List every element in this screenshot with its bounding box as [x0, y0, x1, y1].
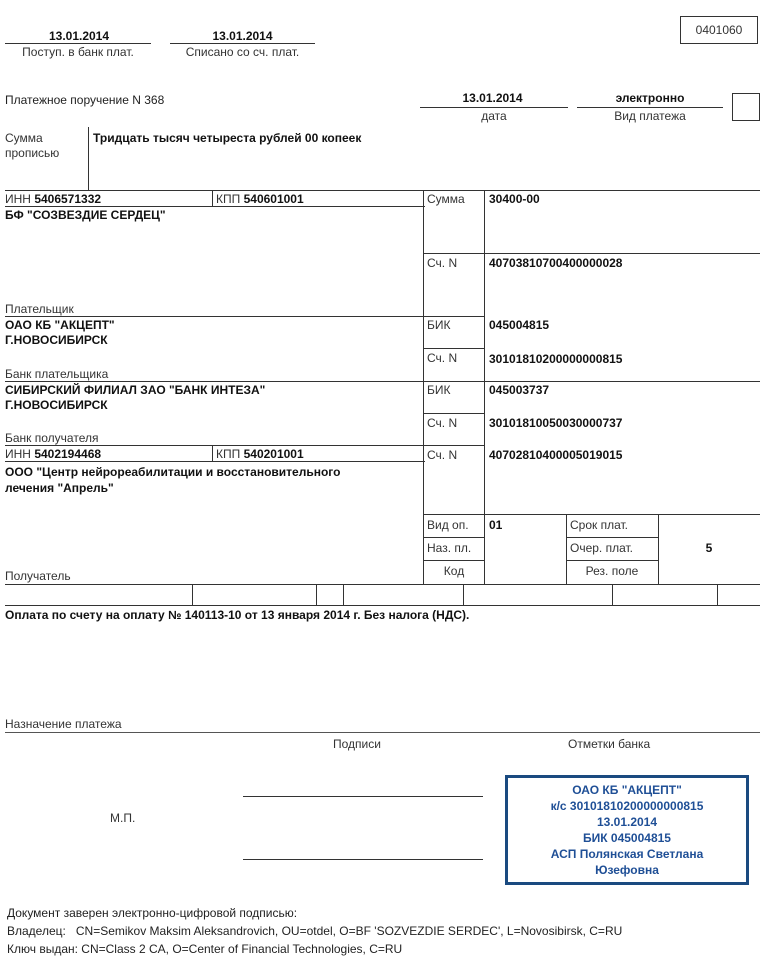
amount-value: 30400-00	[489, 192, 540, 206]
payee-inn	[5, 447, 101, 461]
order-date-line	[420, 107, 568, 108]
payer-bank-name-1: ОАО КБ "АКЦЕПТ"	[5, 318, 115, 332]
grid-line	[192, 584, 193, 605]
certificate-owner	[7, 924, 622, 938]
stamp-line: АСП Полянская Светлана	[550, 847, 704, 861]
grid-line	[423, 413, 485, 414]
payer-bank-account-value: 30101810200000000815	[489, 352, 623, 366]
payer-label: Плательщик	[5, 302, 74, 316]
payee-kpp-value: 540201001	[243, 447, 304, 461]
debited-date-label: Списано со сч. плат.	[185, 45, 300, 59]
payer-kpp-value: 540601001	[243, 192, 304, 206]
payment-type-box	[732, 93, 760, 121]
payee-name-1: ООО "Центр нейрореабилитации и восстановительного	[5, 465, 341, 479]
grid-line	[484, 190, 485, 584]
payee-bank-bik-value: 045003737	[489, 383, 550, 397]
grid-line	[5, 206, 425, 207]
issuer-value: CN=Class 2 CA, O=Center of Financial Technologies, C=RU	[81, 942, 403, 956]
order-date: 13.01.2014	[462, 91, 523, 105]
payee-inn-value: 5402194468	[34, 447, 102, 461]
received-date-line	[5, 43, 151, 44]
payment-type-line	[577, 107, 723, 108]
grid-line	[423, 514, 760, 515]
payee-name-2: лечения "Апрель"	[5, 481, 114, 495]
debited-date: 13.01.2014	[212, 29, 273, 43]
form-code-box: 0401060	[680, 16, 758, 44]
payee-bank-name-2: Г.НОВОСИБИРСК	[5, 398, 108, 412]
payee-account-label: Сч. N	[427, 448, 458, 462]
certificate-issuer	[7, 942, 402, 956]
payer-bank-bik-label: БИК	[427, 318, 451, 332]
payee-bank-name-1: СИБИРСКИЙ ФИЛИАЛ ЗАО "БАНК ИНТЕЗА"	[5, 383, 266, 397]
bank-stamp	[505, 775, 749, 885]
stamp-line: Юзефовна	[595, 863, 659, 877]
code-label: Код	[443, 564, 465, 578]
grid-line	[423, 537, 485, 538]
order-date-label: дата	[481, 109, 507, 123]
grid-line	[423, 190, 424, 584]
payer-inn	[5, 192, 101, 206]
op-type-value: 01	[489, 518, 503, 532]
bank-marks-label: Отметки банка	[568, 737, 651, 751]
grid-line	[612, 584, 613, 605]
grid-line	[5, 584, 760, 585]
payer-inn-label: ИНН	[5, 192, 31, 206]
grid-line	[423, 560, 485, 561]
purpose-text: Оплата по счету на оплату № 140113-10 от 13 января 2014 г. Без налога (НДС).	[5, 608, 470, 622]
grid-line	[5, 190, 760, 191]
grid-line	[423, 253, 760, 254]
payer-inn-value: 5406571332	[34, 192, 102, 206]
grid-line	[212, 445, 213, 461]
grid-line	[566, 560, 658, 561]
debited-date-line	[170, 43, 315, 44]
payee-kpp	[216, 447, 304, 461]
grid-line	[5, 605, 760, 606]
amount-label: Сумма	[427, 192, 465, 206]
purpose-code-label: Наз. пл.	[427, 541, 472, 555]
received-date: 13.01.2014	[48, 29, 110, 43]
grid-line	[5, 445, 485, 446]
payer-kpp-label: КПП	[216, 192, 241, 206]
grid-line	[423, 348, 485, 349]
reserve-label: Рез. поле	[585, 564, 639, 578]
payer-account-label: Сч. N	[427, 256, 458, 270]
stamp-line: к/с 30101810200000000815	[550, 799, 704, 813]
grid-line	[343, 584, 344, 605]
payer-bank-name-2: Г.НОВОСИБИРСК	[5, 333, 108, 347]
seal-label: М.П.	[110, 811, 136, 825]
purpose-line	[5, 732, 760, 733]
payee-bank-account-label: Сч. N	[427, 416, 458, 430]
amount-words-value: Тридцать тысяч четыреста рублей 00 копеек	[93, 131, 362, 145]
payer-account-value: 40703810700400000028	[489, 256, 623, 270]
payer-bank-label: Банк плательщика	[5, 367, 109, 381]
payer-bank-account-label: Сч. N	[427, 351, 458, 365]
payment-type: электронно	[615, 91, 685, 105]
priority-value: 5	[705, 541, 713, 555]
stamp-line: БИК 045004815	[583, 831, 671, 845]
grid-line	[5, 381, 760, 382]
priority-label: Очер. плат.	[570, 541, 634, 555]
grid-line	[5, 461, 425, 462]
stamp-line: 13.01.2014	[596, 815, 658, 829]
payee-bank-label: Банк получателя	[5, 431, 99, 445]
amount-words-divider	[88, 127, 89, 190]
received-date-label: Поступ. в банк плат.	[22, 45, 134, 59]
payee-kpp-label: КПП	[216, 447, 241, 461]
grid-line	[5, 316, 485, 317]
grid-line	[316, 584, 317, 605]
payee-bank-account-value: 30101810050030000737	[489, 416, 623, 430]
owner-value: CN=Semikov Maksim Aleksandrovich, OU=otdel, O=BF 'SOZVEZDIE SERDEC', L=Novosibirsk, C=RU	[75, 924, 623, 938]
amount-words-label-1: Сумма	[5, 131, 43, 145]
grid-line	[566, 537, 658, 538]
payee-account-value: 40702810400005019015	[489, 448, 623, 462]
payee-inn-label: ИНН	[5, 447, 31, 461]
owner-label: Владелец:	[7, 924, 66, 938]
payee-bank-bik-label: БИК	[427, 383, 451, 397]
order-title: Платежное поручение N 368	[5, 93, 165, 107]
op-type-label: Вид оп.	[427, 518, 469, 532]
stamp-line: ОАО КБ "АКЦЕПТ"	[572, 783, 682, 797]
payment-type-label: Вид платежа	[614, 109, 686, 123]
term-label: Срок плат.	[570, 518, 629, 532]
payer-kpp	[216, 192, 304, 206]
purpose-label: Назначение платежа	[5, 717, 122, 731]
grid-line	[212, 190, 213, 206]
payee-label: Получатель	[5, 569, 71, 583]
payer-name: БФ "СОЗВЕЗДИЕ СЕРДЕЦ"	[5, 208, 166, 222]
grid-line	[463, 584, 464, 605]
signatures-label: Подписи	[333, 737, 381, 751]
signature-line-2	[243, 859, 483, 860]
grid-line	[717, 584, 718, 605]
signature-line-1	[243, 796, 483, 797]
amount-words-label-2: прописью	[5, 146, 60, 160]
certificate-title: Документ заверен электронно-цифровой подписью:	[7, 906, 298, 920]
payer-bank-bik-value: 045004815	[489, 318, 550, 332]
issuer-label: Ключ выдан:	[7, 942, 78, 956]
